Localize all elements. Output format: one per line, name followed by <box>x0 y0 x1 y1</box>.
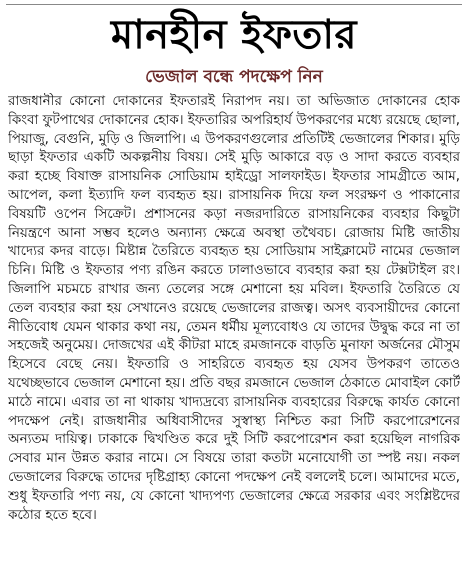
article-body: রাজধানীর কোনো দোকানের ইফতারই নিরাপদ নয়। তা অভিজাত দোকানের হোক কিংবা ফুটপাথের দোকানের হোক। ইফতারির অপরিহার্য উপকরণের মধ্যে রয়েছে ছোলা, পিয়াজু, বেগুনি, মুড়ি ও জিলাপি। এ উপকরণগুলোর প্রতিটিই ভেজালের শিকার। মুড়ি ছাড়া ইফতার একটি অকল্পনীয় বিষয়। সেই মুড়ি আকারে বড় ও সাদা করতে ব্যবহার করা হচ্ছে বিষাক্ত রাসায়নিক সোডিয়াম হাইড্রো সালফাইড। ইফতার সামগ্রীতে আম, আপেল, কলা ইত্যাদি ফল ব্যবহৃত হয়। রাসায়নিক দিয়ে ফল সংরক্ষণ ও পাকানোর বিষয়টি ওপেন সিক্রেট। প্রশাসনের কড়া নজরদারিতে রাসায়নিকের ব্যবহার কিছুটা নিয়ন্ত্রণে আনা সম্ভব হলেও অন্যান্য ক্ষেত্রে অবস্থা তথৈবচ। রোজায় মিষ্টি জাতীয় খাদ্যের কদর বাড়ে। মিষ্টান্ন তৈরিতে ব্যবহৃত হয় সোডিয়াম সাইক্লামেট নামের ভেজাল চিনি। মিষ্টি ও ইফতার পণ্য রঙিন করতে ঢালাওভাবে ব্যবহার করা হয় টেক্সটাইল রং। জিলাপি মচমচে রাখার জন্য তেলের সঙ্গে মেশানো হয় মবিল। ইফতারি তৈরিতে যে তেল ব্যবহার করা হয় সেখানেও রয়েছে ভেজালের রাজত্ব। অসৎ ব্যবসায়ীদের কোনো নীতিবোধ যেমন থাকার কথা নয়, তেমন ধর্মীয় মূল্যবোধও যে তাদের উদ্বুদ্ধ করে না তা সহজেই অনুমেয়। দোজখের এই কীটরা মাহে রমজানকে বাড়তি মুনাফা অর্জনের মৌসুম হিসেবে বেছে নেয়। ইফতারি ও সাহরিতে ব্যবহৃত হয় যেসব উপকরণ তাতেও যথেচ্ছভাবে ভেজাল মেশানো হয়। প্রতি বছর রমজানে ভেজাল ঠেকাতে মোবাইল কোর্ট মাঠে নামে। এবার তা না থাকায় খাদ্যদ্রব্যে রাসায়নিক ব্যবহারের বিরুদ্ধে কার্যত কোনো পদক্ষেপ নেই। রাজধানীর অধিবাসীদের সুস্বাস্থ্য নিশ্চিত করা সিটি করপোরেশনের অন্যতম দায়িত্ব। ঢাকাকে দ্বিখণ্ডিত করে দুই সিটি করপোরেশন করা হয়েছিল নাগরিক সেবার মান উন্নত করার নামে। সে বিষয়ে তারা কতটা মনোযোগী তা স্পষ্ট নয়। নকল ভেজালের বিরুদ্ধে তাদের দৃষ্টিগ্রাহ্য কোনো পদক্ষেপ নেই বললেই চলে। আমাদের মতে, শুধু ইফতারি পণ্য নয়, যে কোনো খাদ্যপণ্য ভেজালের ক্ষেত্রে সরকার এবং সংশ্লিষ্টদের কঠোর হতে হবে। <box>8 94 460 523</box>
article-subheadline: ভেজাল বন্ধে পদক্ষেপ নিন <box>145 67 323 87</box>
article-headline: মানহীন ইফতার <box>110 12 358 58</box>
top-rule <box>6 4 462 5</box>
